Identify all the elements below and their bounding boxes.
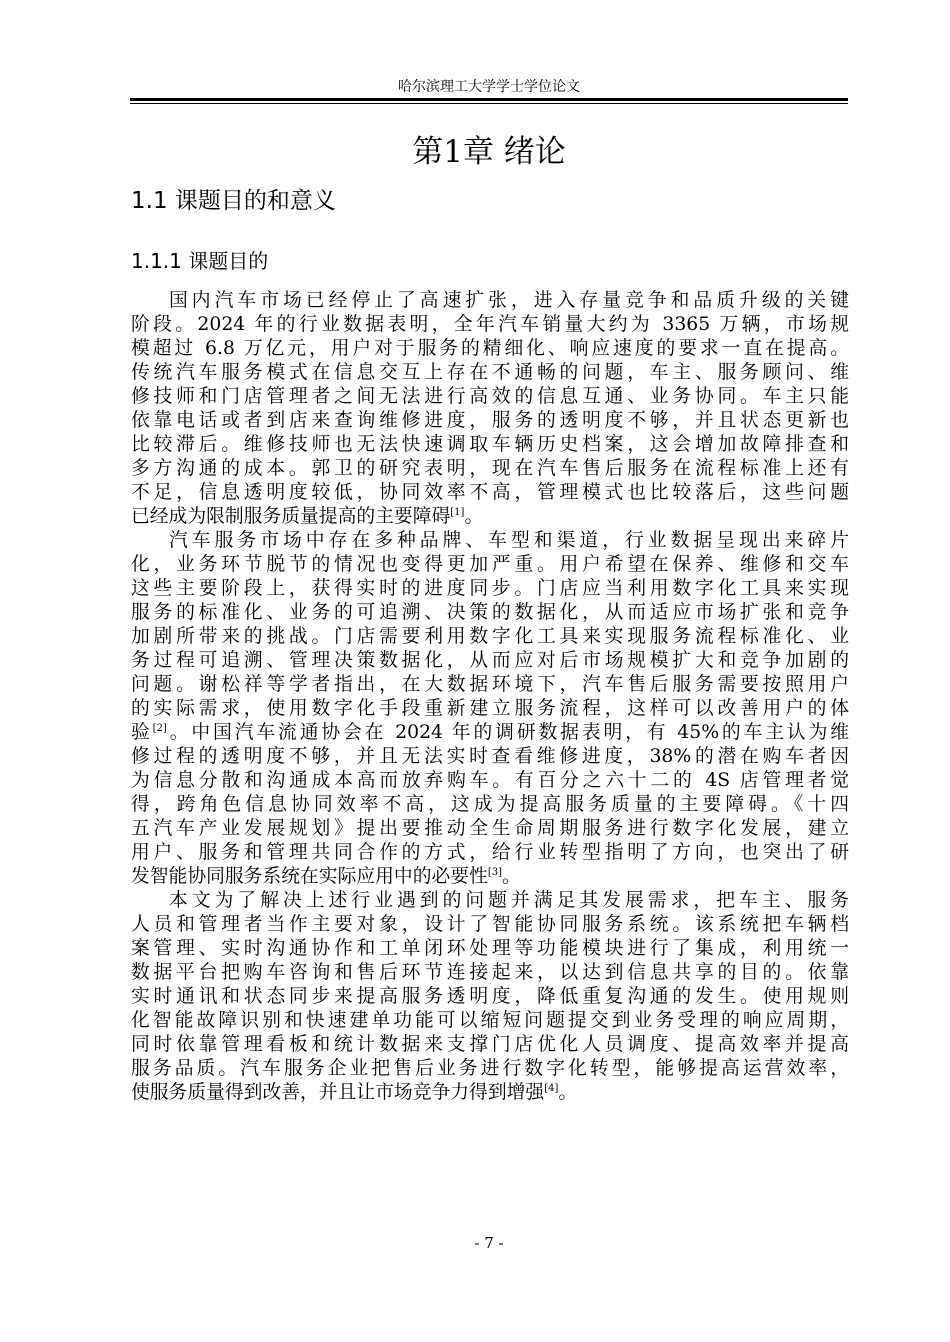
subsection-heading: 1.1.1 课题目的 [131,249,269,273]
paragraph-line: 阶段。2024 年的行业数据表明，全年汽车销量大约为 3365 万辆，市场规 [131,314,849,335]
paragraph-line: 数据平台把购车咨询和售后环节连接起来，以达到信息共享的目的。依靠 [131,962,849,983]
citation: [1] [450,507,465,518]
paragraph-line: 实时通讯和状态同步来提高服务透明度，降低重复沟通的发生。使用规则 [131,986,849,1007]
paragraph-line: 用户、服务和管理共同合作的方式，给行业转型指明了方向，也突出了研 [131,842,849,863]
body-text [131,289,849,1105]
running-header: 哈尔滨理工大学学士学位论文 [398,79,580,95]
line-text: 。 [464,506,484,527]
paragraph-line: 修技师和门店管理者之间无法进行高效的信息互通、业务协同。车主只能 [131,386,849,407]
paragraph-line: 为信息分散和沟通成本高而放弃购车。有百分之六十二的 4S 店管理者觉 [131,770,849,791]
chapter-title: 第1章 绪论 [412,134,566,170]
paragraph-line: 本文为了解决上述行业遇到的问题并满足其发展需求，把车主、服务 [169,890,849,911]
paragraph-line: 修过程的透明度不够，并且无法实时查看维修进度，38%的潜在购车者因 [131,746,849,767]
citation: [4] [544,1083,559,1094]
paragraph-line: 得，跨角色信息协同效率不高，这成为提高服务质量的主要障碍。《十四 [131,794,849,815]
paragraph-line: 国内汽车市场已经停止了高速扩张，进入存量竞争和品质升级的关键 [169,290,849,311]
paragraph-line: 问题。谢松祥等学者指出，在大数据环境下，汽车售后服务需要按照用户 [131,674,849,695]
line-text: 已经成为限制服务质量提高的主要障碍 [131,506,451,527]
line-text: 。 [558,1082,578,1103]
paragraph-line: 比较滞后。维修技师也无法快速调取车辆历史档案，这会增加故障排查和 [131,434,849,455]
section-heading: 1.1 课题目的和意义 [131,188,336,214]
paragraph-line: 服务的标准化、业务的可追溯、决策的数据化，从而适应市场扩张和竞争 [131,602,849,623]
paragraph-line: 务过程可追溯、管理决策数据化，从而应对后市场规模扩大和竞争加剧的 [131,650,849,671]
paragraph-line: 的实际需求，使用数字化手段重新建立服务流程，这样可以改善用户的体 [131,698,849,719]
citation: [2] [152,723,167,734]
paragraph-line: 同时依靠管理看板和统计数据来支撑门店优化人员调度、提高效率并提高 [131,1034,849,1055]
line-text: 验 [131,722,153,743]
paragraph-line: 人员和管理者当作主要对象，设计了智能协同服务系统。该系统把车辆档 [131,914,849,935]
line-text: 。 [502,866,521,887]
paragraph-line [131,865,849,889]
paragraph-line: 服务品质。汽车服务企业把售后业务进行数字化转型，能够提高运营效率， [131,1058,849,1079]
paragraph-line: 模超过 6.8 万亿元，用户对于服务的精细化、响应速度的要求一直在提高。 [131,338,849,359]
paragraph-line: 不足，信息透明度较低，协同效率不高，管理模式也比较落后，这些问题 [131,482,849,503]
page-number: - 7 - [474,1234,504,1252]
paragraph-line: 化智能故障识别和快速建单功能可以缩短问题提交到业务受理的响应周期， [131,1010,849,1031]
paragraph-line: 加剧所带来的挑战。门店需要利用数字化工具来实现服务流程标准化、业 [131,626,849,647]
paragraph-line: 汽车服务市场中存在多种品牌、车型和渠道，行业数据呈现出来碎片 [169,530,849,551]
paragraph-line: 多方沟通的成本。郭卫的研究表明，现在汽车售后服务在流程标准上还有 [131,458,849,479]
line-text: 发智能协同服务系统在实际应用中的必要性 [131,866,488,887]
paragraph-line: 化，业务环节脱节的情况也变得更加严重。用户希望在保养、维修和交车 [131,554,849,575]
paragraph-line: 五汽车产业发展规划》提出要推动全生命周期服务进行数字化发展，建立 [131,818,849,839]
paragraph-line: 依靠电话或者到店来查询维修进度，服务的透明度不够，并且状态更新也 [131,410,849,431]
citation: [3] [487,867,503,878]
paragraph-line: 这些主要阶段上，获得实时的进度同步。门店应当利用数字化工具来实现 [131,578,849,599]
line-text: 。中国汽车流通协会在 2024 年的调研数据表明，有 45%的车主认为维 [166,722,850,743]
paragraph-line: 案管理、实时沟通协作和工单闭环处理等功能模块进行了集成，利用统一 [131,938,849,959]
paragraph-line [131,721,849,745]
header-rule-thin [130,103,848,104]
header-rule-thick [130,98,848,101]
paragraph-line: 传统汽车服务模式在信息交互上存在不通畅的问题，车主、服务顾问、维 [131,362,849,383]
paragraph-line [131,1081,849,1105]
line-text: 使服务质量得到改善，并且让市场竞争力得到增强 [131,1082,545,1103]
paragraph-line [131,505,849,529]
